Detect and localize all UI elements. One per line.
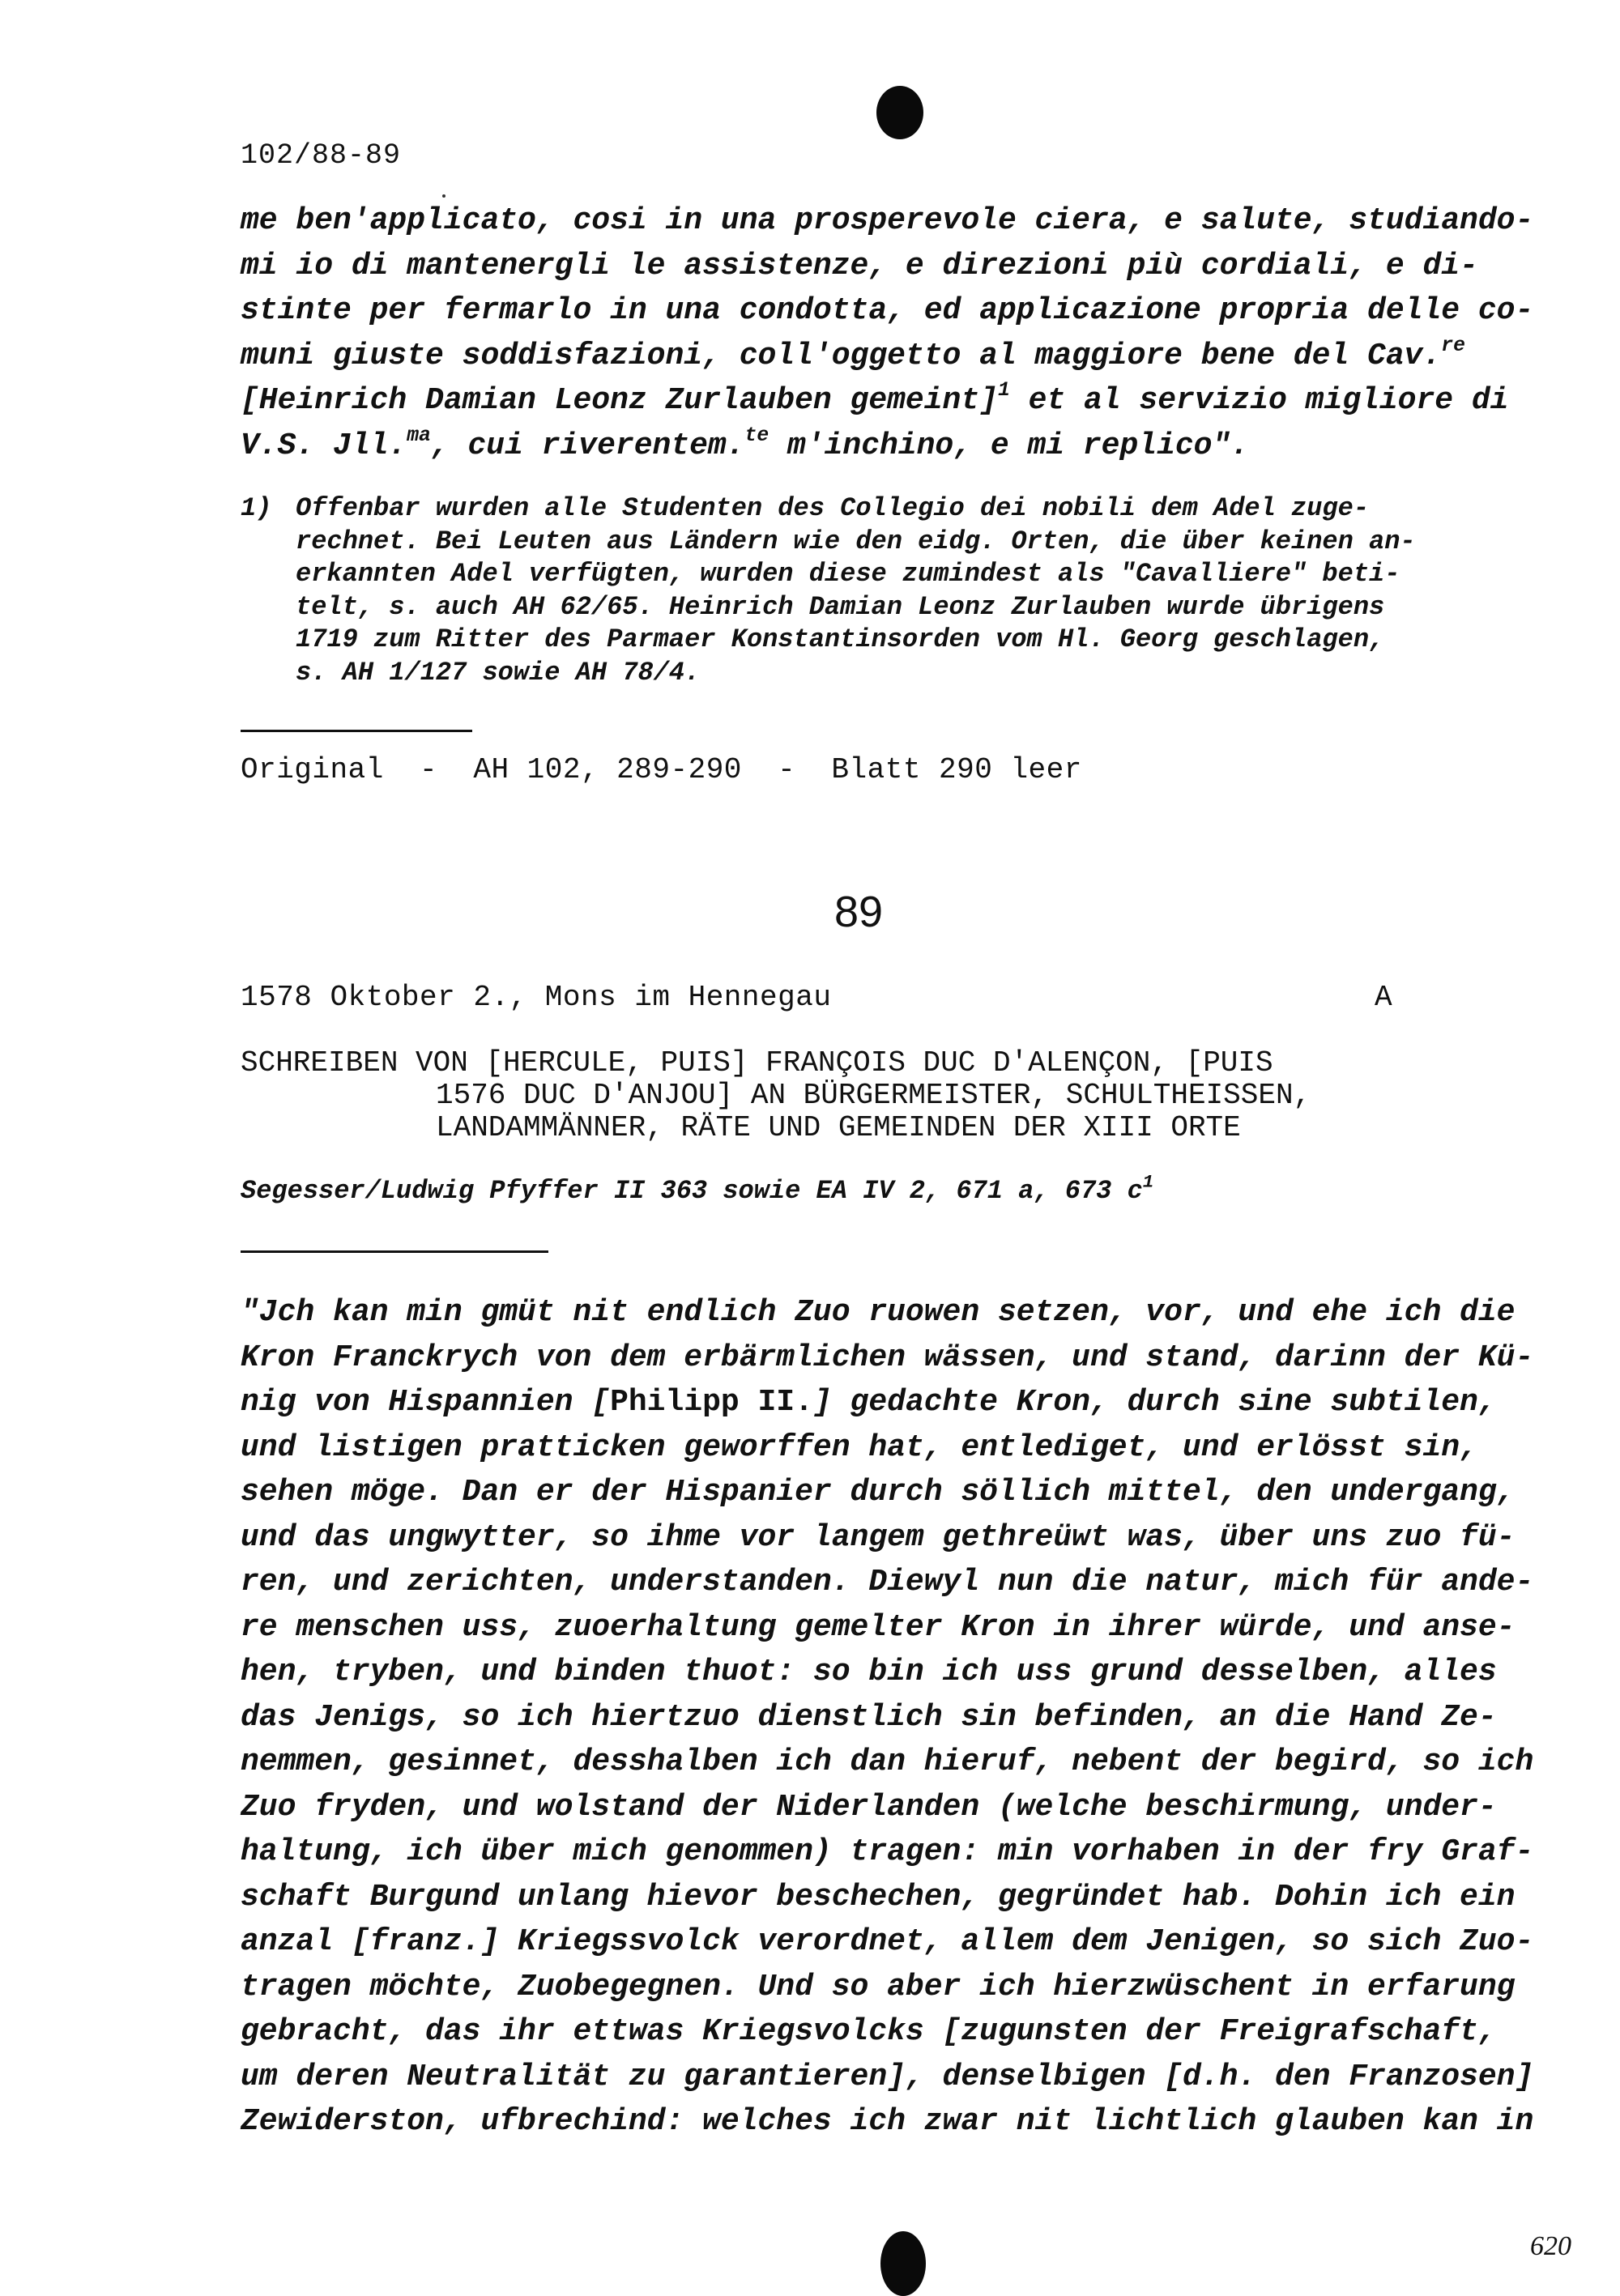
text-line: Zuo fryden, und wolstand der Niderlanden (welche beschirmung, under- [241, 1789, 1497, 1825]
entry-date-place: 1578 Oktober 2., Mons im Hennegau [241, 981, 832, 1014]
entry-marker: A [1375, 981, 1393, 1014]
section-divider [241, 1250, 548, 1253]
text-line: hen, tryben, und binden thuot: so bin ich uss grund desselben, alles [241, 1655, 1497, 1689]
footnote-ref: 1 [997, 378, 1010, 402]
text-line: und listigen pratticken geworffen hat, entlediget, und erlösst sin, [241, 1429, 1478, 1465]
text-line: gebracht, das ihr ettwas Kriegsvolcks [zugunsten der Freigrafschaft, [241, 2014, 1497, 2049]
entry-number: 89 [834, 888, 884, 936]
original-note: Original - AH 102, 289-290 - Blatt 290 leer [241, 753, 1082, 786]
text-line: schaft Burgund unlang hievor beschechen, gegründet hab. Dohin ich ein [241, 1879, 1516, 1915]
stray-dot [442, 194, 446, 198]
text-line: Kron Franckrych von dem erbärmlichen wässen, und stand, darinn der Kü- [241, 1340, 1534, 1375]
text-line: muni giuste soddisfazioni, coll'oggetto al maggiore bene del Cav.$^{re}$ [241, 334, 1465, 373]
text-line: anzal [franz.] Kriegssvolck verordnet, allem dem Jenigen, so sich Zuo- [241, 1924, 1534, 1959]
text-line: das Jenigs, so ich hiertzuo dienstlich sin befinden, an die Hand Ze- [241, 1699, 1497, 1735]
entry-title-line: SCHREIBEN VON [HERCULE, PUIS] FRANÇOIS DUC D'ALENÇON, [PUIS [241, 1046, 1273, 1080]
footnote-line: 1719 zum Ritter des Parmaer Konstantinsorden vom Hl. Georg geschlagen, [296, 624, 1385, 654]
document-number: 102/88-89 [241, 139, 402, 172]
letter-text [241, 1290, 1534, 2145]
text-line: me ben'applicato, cosi in una prosperevole ciera, e salute, studiando- [241, 203, 1534, 238]
text-line: nig von Hispannien [Philipp II.] gedachte Kron, durch sine subtilen, [241, 1385, 1497, 1420]
text-line: re menschen uss, zuoerhaltung gemelter Kron in ihrer würde, und anse- [241, 1609, 1516, 1645]
text-line: sehen möge. Dan er der Hispanier durch söllich mittel, den undergang, [241, 1475, 1516, 1510]
footnote-number: 1) [241, 493, 272, 523]
text-line: nemmen, gesinnet, desshalben ich dan hieruf, nebent der begird, so ich [241, 1744, 1534, 1779]
text-line: tragen möchte, Zuobegegnen. Und so aber ich hierzwüschent in erfarung [241, 1969, 1516, 2004]
entry-title-line: 1576 DUC D'ANJOU] AN BÜRGERMEISTER, SCHULTHEISSEN, [436, 1079, 1311, 1112]
previous-letter-text [241, 198, 1534, 468]
footnote-line: Offenbar wurden alle Studenten des Collegio dei nobili dem Adel zuge- [296, 493, 1370, 523]
footnote-body [296, 492, 1470, 689]
entry-source: Segesser/Ludwig Pfyffer II 363 sowie EA IV 2, 671 a, 673 $c^1$ [241, 1171, 1154, 1206]
entry-title-line: LANDAMMÄNNER, RÄTE UND GEMEINDEN DER XIII ORTE [436, 1111, 1241, 1144]
text-line: mi io di mantenergli le assistenze, e direzioni più cordiali, e di- [241, 248, 1478, 283]
text-line: [Heinrich Damian Leonz Zurlauben gemeint]$^1$ et al servizio migliore di [241, 378, 1509, 418]
section-divider [241, 730, 472, 732]
punch-hole-bottom [880, 2231, 926, 2296]
text-line: ren, und zerichten, understanden. Diewyl nun die natur, mich für ande- [241, 1565, 1534, 1600]
text-line: haltung, ich über mich genommen) tragen: min vorhaben in der fry Graf- [241, 1834, 1534, 1869]
text-line: und das ungwytter, so ihme vor langem gethreüwt was, über uns zuo fü- [241, 1519, 1516, 1555]
punch-hole-top [876, 86, 923, 139]
text-line: stinte per fermarlo in una condotta, ed applicazione propria delle co- [241, 293, 1534, 328]
footnote-line: rechnet. Bei Leuten aus Ländern wie den eidg. Orten, die über keinen an- [296, 526, 1416, 556]
editorial-insert: Philipp II. [610, 1385, 813, 1420]
footnote-ref: 1 [1142, 1171, 1154, 1193]
text-line: Zewiderston, ufbrechind: welches ich zwar nit lichtlich glauben kan in [241, 2104, 1534, 2139]
footnote-line: telt, s. auch AH 62/65. Heinrich Damian Leonz Zurlauben wurde übrigens [296, 591, 1385, 622]
text-line: um deren Neutralität zu garantieren], denselbigen [d.h. den Franzosen] [241, 2059, 1534, 2094]
footnote-line: s. AH 1/127 sowie AH 78/4. [296, 657, 701, 688]
footnote-line: erkannten Adel verfügten, wurden diese zumindest als "Cavalliere" beti- [296, 559, 1400, 589]
text-line: V.S. Jll.$^{ma}$, cui riverentem.$^{te}$ m'inchino, e mi replico". [241, 424, 1250, 463]
page-signature: 620 [1530, 2231, 1571, 2261]
text-line: "Jch kan min gmüt nit endlich Zuo ruowen setzen, vor, und ehe ich die [241, 1295, 1516, 1330]
